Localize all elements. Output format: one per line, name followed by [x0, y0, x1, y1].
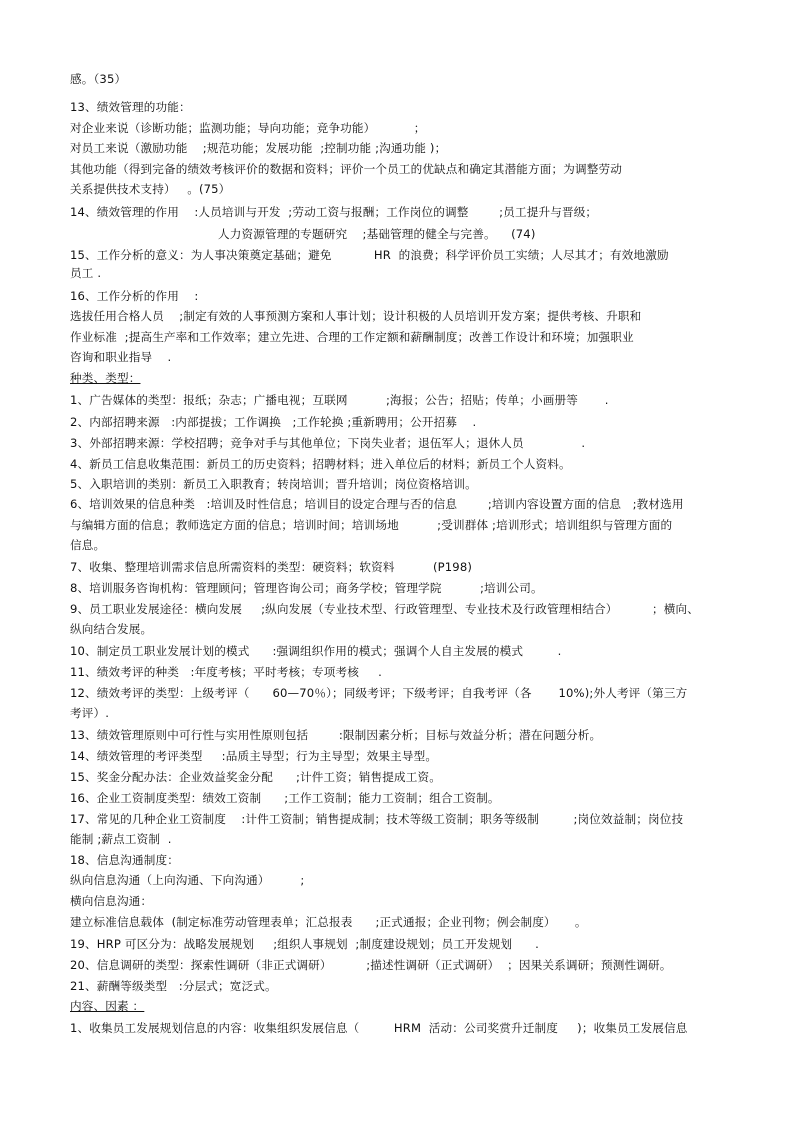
text-line: 16、工作分析的作用 :: [70, 289, 199, 303]
text-line: 12、绩效考评的类型：上级考评（ 60—70％）；同级考评；下级考评；自我考评（各 10%);外人考评（第三方: [70, 686, 688, 700]
text-line: 3、外部招聘来源：学校招聘；竞争对手与其他单位；下岗失业者；退伍军人；退休人员 .: [70, 436, 586, 450]
text-line: 10、制定员工职业发展计划的模式 :强调组织作用的模式；强调个人自主发展的模式 .: [70, 644, 562, 658]
text-line: 纵向结合发展。: [70, 622, 153, 636]
text-line: 1、广告媒体的类型：报纸；杂志；广播电视；互联网 ;海报；公告；招贴；传单；小画册等 .: [70, 393, 609, 407]
text-line: 员工 .: [70, 266, 102, 280]
text-line: 13、绩效管理的功能：: [70, 100, 191, 114]
text-line: 感。（35）: [70, 72, 127, 86]
text-line: 11、绩效考评的种类 :年度考核；平时考核；专项考核 .: [70, 665, 382, 679]
section-heading: 种类、类型：: [70, 371, 141, 385]
text-line: 19、HRP 可区分为：战略发展规划 ;组织人事规划 ;制度建设规划；员工开发规划 .: [70, 937, 539, 951]
text-line: 与编辑方面的信息；教师选定方面的信息；培训时间；培训场地 ;受训群体 ;培训形式；培训组织与管理方面的: [70, 518, 673, 532]
text-line: 21、薪酬等级类型 :分层式；宽泛式。: [70, 979, 277, 993]
text-line: 13、绩效管理原则中可行性与实用性原则包括 :限制因素分析；目标与效益分析；潜在问题分析。: [70, 728, 602, 742]
text-line: 选拔任用合格人员 ;制定有效的人事预测方案和人事计划；设计积极的人员培训开发方案；提供考核、升职和: [70, 309, 642, 323]
text-line: 作业标准 ;提高生产率和工作效率；建立先进、合理的工作定额和薪酬制度；改善工作设计和环境；加强职业: [70, 330, 634, 344]
text-line: 8、培训服务咨询机构：管理顾问；管理咨询公司；商务学校；管理学院 ;培训公司。: [70, 581, 543, 595]
text-line: 6、培训效果的信息种类 :培训及时性信息；培训目的设定合理与否的信息 ;培训内容设置方面的信息 ;教材选用: [70, 497, 684, 511]
text-line: 2、内部招聘来源 :内部提拔；工作调换 ;工作轮换 ;重新聘用；公开招募 .: [70, 415, 477, 429]
text-line: 建立标准信息载体 (制定标准劳动管理表单；汇总报表 ;正式通报；企业刊物；例会制度） 。: [70, 915, 587, 929]
text-line: 考评）.: [70, 706, 110, 720]
text-line: 15、工作分析的意义：为人事决策奠定基础；避免 HR 的浪费；科学评价员工实绩；人尽其才；有效地激励: [70, 248, 669, 262]
text-line: 5、入职培训的类别：新员工入职教育；转岗培训；晋升培训；岗位资格培训。: [70, 477, 477, 491]
text-line: 20、信息调研的类型：探索性调研（非正式调研） ;描述性调研（正式调研） ；因果关系调研；预测性调研。: [70, 958, 672, 972]
text-line: 纵向信息沟通（上向沟通、下向沟通） ;: [70, 873, 305, 887]
text-line: 1、收集员工发展规划信息的内容：收集组织发展信息（ HRM 活动：公司奖赏升迁制度 )；收集员工发展信息: [70, 1021, 688, 1035]
text-line: 9、员工职业发展途径：横向发展 ;纵向发展（专业技术型、行政管理型、专业技术及行政管理相结合） ；横向、: [70, 602, 699, 616]
text-line: 其他功能（得到完备的绩效考核评价的数据和资料；评价一个员工的优缺点和确定其潜能方面；为调整劳动: [70, 162, 622, 176]
text-line: 人力资源管理的专题研究 ;基础管理的健全与完善。 (74): [218, 227, 536, 241]
text-line: 17、常见的几种企业工资制度 :计件工资制；销售提成制；技术等级工资制；职务等级制 ;岗位效益制；岗位技: [70, 812, 684, 826]
text-line: 16、企业工资制度类型：绩效工资制 ;工作工资制；能力工资制；组合工资制。: [70, 791, 500, 805]
text-line: 横向信息沟通：: [70, 894, 153, 908]
text-line: 7、收集、整理培训需求信息所需资料的类型：硬资料；软资料 (P198): [70, 560, 473, 574]
text-line: 对企业来说（诊断功能；监测功能；导向功能；竞争功能） ；: [70, 121, 426, 135]
text-line: 15、奖金分配办法：企业效益奖金分配 ;计件工资；销售提成工资。: [70, 770, 441, 784]
text-line: 14、绩效管理的作用 :人员培训与开发 ;劳动工资与报酬；工作岗位的调整 ;员工提升与晋级；: [70, 205, 598, 219]
text-line: 4、新员工信息收集范围：新员工的历史资料；招聘材料；进入单位后的材料；新员工个人资料。: [70, 457, 571, 471]
text-line: 关系提供技术支持） 。(75）: [70, 182, 231, 196]
text-line: 对员工来说（激励功能 ;规范功能；发展功能 ;控制功能 ;沟通功能 )；: [70, 141, 447, 155]
text-line: 14、绩效管理的考评类型 :品质主导型；行为主导型；效果主导型。: [70, 749, 438, 763]
text-line: 信息。: [70, 538, 106, 552]
text-line: 18、信息沟通制度：: [70, 853, 180, 867]
text-line: 能制 ;薪点工资制 .: [70, 832, 172, 846]
section-heading: 内容、因素 ：: [70, 999, 145, 1013]
text-line: 咨询和职业指导 .: [70, 350, 172, 364]
